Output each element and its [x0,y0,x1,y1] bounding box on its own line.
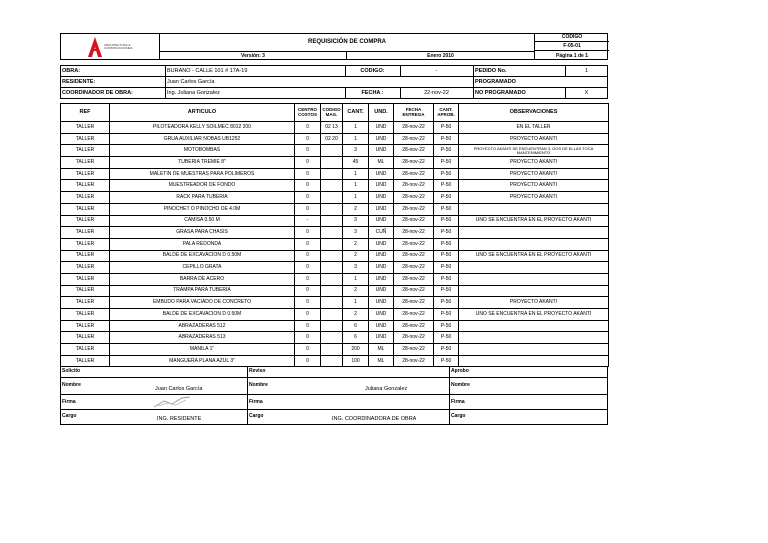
solicito-firma-label: Firma [62,399,76,405]
cell-und: UND [369,122,394,134]
cell-observaciones [459,238,609,250]
cell-centro-costos: 0 [295,157,321,169]
cell-ref: TALLER [61,297,110,309]
cell-ref: TALLER [61,145,110,157]
cell-articulo: MANGUERA PLANA AZUL 3" [110,355,295,367]
table-row [61,262,609,274]
aprobo-nombre-label: Nombre [451,382,470,388]
cell-observaciones [459,273,609,285]
cell-cant-aprob: P-50 [434,238,459,250]
cell-cant: 3 [343,227,369,239]
cell-und: ML [369,157,394,169]
cell-codigo-mag [321,203,343,215]
cell-centro-costos: 0 [295,168,321,180]
cell-fecha-entrega: 28-nov-22 [394,309,434,321]
cell-ref: TALLER [61,238,110,250]
cell-articulo: EMBUDO PARA VACIADO DE CONCRETO [110,297,295,309]
cell-fecha-entrega: 28-nov-22 [394,273,434,285]
cell-und: UND [369,309,394,321]
cell-observaciones [459,320,609,332]
table-row [61,344,609,356]
solicito-cargo-value: ING. RESIDENTE [157,416,202,422]
pedido-value: 1 [584,67,589,74]
cell-cant-aprob: P-50 [434,344,459,356]
reviso-cargo-value: ING. COORDINADORA DE OBRA [332,416,417,422]
cell-codigo-mag [321,309,343,321]
col-cant-aprob: CANT. APROB. [434,104,459,122]
cell-cant-aprob: P-50 [434,133,459,145]
aprobo-label: Aprobo [451,368,469,374]
cell-und: UND [369,250,394,262]
cell-ref: TALLER [61,122,110,134]
cell-cant-aprob: P-50 [434,320,459,332]
cell-observaciones [459,332,609,344]
cell-observaciones [459,285,609,297]
cell-centro-costos: 0 [295,122,321,134]
col-articulo: ARTICULO [110,104,295,122]
cell-observaciones: PROYECTO AKANTI [459,168,609,180]
coordinador-value: Ing. Juliana Gonzalez [167,90,220,96]
solicito-nombre-value: Juan Carlos García [155,386,203,392]
items-table [60,103,609,367]
cell-ref: TALLER [61,215,110,227]
cell-ref: TALLER [61,227,110,239]
cell-articulo: TRAMPA PARA TUBERIA [110,285,295,297]
form-title: REQUISICIÓN DE COMPRA [307,39,386,45]
fecha-label: FECHA : [361,90,384,96]
cell-observaciones: UNO SE ENCUENTRA EN EL PROYECTO AKANTI [459,309,609,321]
cell-cant: 200 [343,344,369,356]
cell-und: CUÑ [369,227,394,239]
cell-centro-costos: 0 [295,227,321,239]
cell-codigo-mag: 02 13 [321,122,343,134]
cell-codigo-mag [321,273,343,285]
logo-text: ARQUITECTURA & CONSTRUCCIONES [104,43,133,51]
fecha-value: 22-nov-22 [424,90,449,96]
cell-centro-costos: 0 [295,344,321,356]
table-row [61,145,609,157]
cell-articulo: PALA REDONDA [110,238,295,250]
cell-observaciones: UNO SE ENCUENTRA EN EL PROYECTO AKANTI [459,250,609,262]
cell-cant: 1 [343,297,369,309]
cell-codigo-mag [321,227,343,239]
cell-codigo-mag [321,145,343,157]
cell-fecha-entrega: 28-nov-22 [394,168,434,180]
table-row [61,320,609,332]
cell-observaciones [459,262,609,274]
cell-codigo-mag [321,344,343,356]
cell-codigo-mag [321,297,343,309]
cell-cant-aprob: P-50 [434,285,459,297]
cell-centro-costos: 0 [295,297,321,309]
cell-codigo-mag [321,250,343,262]
cell-cant: 1 [343,168,369,180]
code-label: CODIGO [535,33,609,42]
cell-articulo: TUBERIA TREMIE 8" [110,157,295,169]
table-row [61,332,609,344]
obra-value: BURANO - CALLE 101 # 17A-19 [167,67,248,74]
cell-cant: 1 [343,192,369,204]
cell-centro-costos: 0 [295,180,321,192]
table-row [61,250,609,262]
table-row [61,180,609,192]
cell-codigo-mag [321,157,343,169]
cell-cant-aprob: P-50 [434,192,459,204]
codigo-label: CODIGO: [360,67,385,74]
obra-label: OBRA: [62,67,81,74]
cell-fecha-entrega: 28-nov-22 [394,250,434,262]
items-body [61,122,609,367]
col-und: UND. [369,104,394,122]
cell-observaciones: PROYECTO AKANTI [459,133,609,145]
col-cant: CANT. [343,104,369,122]
cell-observaciones: PROYECTO AKANTI [459,180,609,192]
cell-cant-aprob: P-50 [434,203,459,215]
cell-fecha-entrega: 28-nov-22 [394,344,434,356]
cell-articulo: BALDE DE EXCAVACION D 0.50M [110,309,295,321]
reviso-cargo-label: Cargo [249,413,264,419]
cell-cant: 6 [343,332,369,344]
table-row [61,227,609,239]
cell-und: UND [369,273,394,285]
cell-cant-aprob: P-50 [434,309,459,321]
aprobo-cargo-label: Cargo [451,413,466,419]
cell-cant: 2 [343,203,369,215]
cell-centro-costos: 0 [295,192,321,204]
reviso-firma-label: Firma [249,399,263,405]
cell-ref: TALLER [61,309,110,321]
cell-centro-costos: 0 [295,332,321,344]
cell-observaciones: PROYECTO AKANTI [459,297,609,309]
col-fecha-entrega: FECHA ENTREGA [394,104,434,122]
cell-centro-costos: 0 [295,320,321,332]
cell-cant: 3 [343,262,369,274]
cell-centro-costos: 0 [295,145,321,157]
cell-articulo: CEPILLO GRATA [110,262,295,274]
cell-articulo: GRUA AUXILIAR NOBAS UB1252 [110,133,295,145]
cell-cant-aprob: P-50 [434,355,459,367]
cell-fecha-entrega: 28-nov-22 [394,192,434,204]
reviso-nombre-label: Nombre [249,382,268,388]
cell-articulo: BALDE DE EXCAVACION D 0.50M [110,250,295,262]
col-codigo-mag: CODIGO MAG. [321,104,343,122]
cell-cant-aprob: P-50 [434,227,459,239]
cell-cant: 1 [343,122,369,134]
cell-cant: 1 [343,180,369,192]
cell-codigo-mag [321,262,343,274]
cell-ref: TALLER [61,203,110,215]
cell-articulo: MALETIN DE MUESTRAS PARA POLIMEROS [110,168,295,180]
coordinador-label: COORDINADOR DE OBRA: [62,90,133,96]
cell-cant-aprob: P-50 [434,262,459,274]
cell-cant: 100 [343,355,369,367]
table-row [61,215,609,227]
cell-articulo: ABRAZADERAS 512 [110,320,295,332]
cell-observaciones [459,344,609,356]
cell-centro-costos: - [295,215,321,227]
cell-fecha-entrega: 28-nov-22 [394,180,434,192]
code-value: F-05-01 [535,42,609,51]
cell-fecha-entrega: 28-nov-22 [394,262,434,274]
no-programado-value: X [584,90,589,96]
cell-cant-aprob: P-50 [434,273,459,285]
cell-fecha-entrega: 28-nov-22 [394,238,434,250]
cell-observaciones [459,203,609,215]
form-date-issued: Enero 2010 [427,52,454,59]
solicito-label: Solicito [62,368,81,374]
table-row [61,122,609,134]
cell-und: ML [369,355,394,367]
cell-articulo: MANILA 1" [110,344,295,356]
cell-und: UND [369,133,394,145]
cell-fecha-entrega: 28-nov-22 [394,285,434,297]
cell-articulo: RACK PARA TUBERIA [110,192,295,204]
cell-fecha-entrega: 28-nov-22 [394,355,434,367]
cell-fecha-entrega: 28-nov-22 [394,215,434,227]
col-observaciones: OBSERVACIONES [459,104,609,122]
cell-cant-aprob: P-50 [434,180,459,192]
cell-ref: TALLER [61,168,110,180]
cell-cant: 3 [343,145,369,157]
cell-cant: 1 [343,273,369,285]
cell-fecha-entrega: 28-nov-22 [394,320,434,332]
residente-label: RESIDENTE: [62,78,96,85]
cell-codigo-mag [321,332,343,344]
cell-ref: TALLER [61,157,110,169]
cell-codigo-mag [321,192,343,204]
cell-centro-costos: 0 [295,273,321,285]
table-row [61,273,609,285]
cell-articulo: PILOTEADORA KELLY SOILMEC 8012 200 [110,122,295,134]
cell-centro-costos: 0 [295,262,321,274]
cell-cant-aprob: P-50 [434,168,459,180]
cell-centro-costos: 0 [295,285,321,297]
cell-codigo-mag [321,285,343,297]
cell-cant-aprob: P-50 [434,122,459,134]
cell-codigo-mag: 02 20 [321,133,343,145]
form-version: Versión: 3 [160,51,347,60]
cell-articulo: ABRAZADERAS 513 [110,332,295,344]
cell-codigo-mag [321,320,343,332]
cell-articulo: GRASA PARA CHASIS [110,227,295,239]
cell-codigo-mag [321,238,343,250]
cell-ref: TALLER [61,133,110,145]
cell-observaciones [459,227,609,239]
col-ref: REF [61,104,110,122]
solicito-nombre-label: Nombre [62,382,81,388]
cell-cant: 2 [343,250,369,262]
table-row [61,168,609,180]
cell-codigo-mag [321,180,343,192]
cell-centro-costos: 0 [295,355,321,367]
cell-cant: 2 [343,309,369,321]
cell-cant: 2 [343,238,369,250]
cell-centro-costos: 0 [295,133,321,145]
table-row [61,157,609,169]
programado-label: PROGRAMADO [475,78,516,85]
cell-ref: TALLER [61,285,110,297]
reviso-label: Reviso [249,368,266,374]
cell-und: UND [369,192,394,204]
cell-centro-costos: 0 [295,203,321,215]
cell-cant-aprob: P-50 [434,250,459,262]
cell-cant-aprob: P-50 [434,215,459,227]
table-row [61,133,609,145]
cell-ref: TALLER [61,355,110,367]
signature-block [60,366,608,424]
cell-cant: 2 [343,285,369,297]
cell-ref: TALLER [61,273,110,285]
table-row [61,309,609,321]
cell-fecha-entrega: 28-nov-22 [394,122,434,134]
cell-observaciones: PROYECTO AKANTI SE ENCUENTRAN 3, DOS DE ELLAS TOCA MANTENIMIENTO [459,145,609,157]
table-row [61,297,609,309]
cell-articulo: PINOCHET O PINOCHO DE 4.0M [110,203,295,215]
cell-observaciones: UNO SE ENCUENTRA EN EL PROYECTO AKANTI [459,215,609,227]
table-row [61,285,609,297]
cell-codigo-mag [321,168,343,180]
cell-articulo: CAMISA 0.50 M [110,215,295,227]
page-number: Página 1 de 1 [556,52,588,59]
table-row [61,203,609,215]
cell-ref: TALLER [61,332,110,344]
cell-cant-aprob: P-50 [434,297,459,309]
cell-und: UND [369,215,394,227]
cell-cant: 3 [343,215,369,227]
cell-articulo: BARRA DE ACERO [110,273,295,285]
cell-und: UND [369,203,394,215]
cell-cant-aprob: P-50 [434,145,459,157]
company-logo-icon [88,37,102,57]
cell-und: UND [369,332,394,344]
code-cell [534,33,608,60]
cell-centro-costos: 0 [295,238,321,250]
pedido-label: PEDIDO No. [475,67,507,74]
residente-value: Juan Carlos García [167,78,215,85]
cell-und: UND [369,168,394,180]
reviso-nombre-value: Juliana Gonzalez [365,386,408,392]
cell-fecha-entrega: 28-nov-22 [394,227,434,239]
cell-fecha-entrega: 28-nov-22 [394,133,434,145]
cell-articulo: MOTOBOMBAS [110,145,295,157]
cell-und: ML [369,344,394,356]
table-header-row [61,104,609,122]
cell-ref: TALLER [61,320,110,332]
cell-fecha-entrega: 28-nov-22 [394,145,434,157]
cell-und: UND [369,285,394,297]
aprobo-firma-label: Firma [451,399,465,405]
cell-ref: TALLER [61,192,110,204]
logo-cell [60,33,160,60]
cell-und: UND [369,145,394,157]
cell-und: UND [369,180,394,192]
cell-und: UND [369,238,394,250]
cell-und: UND [369,320,394,332]
cell-centro-costos: 0 [295,309,321,321]
table-row [61,192,609,204]
solicito-cargo-label: Cargo [62,413,77,419]
cell-codigo-mag [321,215,343,227]
no-programado-label: NO PROGRAMADO [475,90,526,96]
cell-fecha-entrega: 28-nov-22 [394,203,434,215]
cell-cant: 45 [343,157,369,169]
cell-ref: TALLER [61,250,110,262]
cell-und: UND [369,297,394,309]
cell-articulo: MUESTREADOR DE FONDO [110,180,295,192]
cell-fecha-entrega: 28-nov-22 [394,332,434,344]
cell-cant: 1 [343,133,369,145]
cell-cant-aprob: P-50 [434,332,459,344]
cell-cant-aprob: P-50 [434,157,459,169]
cell-ref: TALLER [61,262,110,274]
cell-ref: TALLER [61,344,110,356]
signature-scribble-icon [152,395,192,409]
cell-fecha-entrega: 28-nov-22 [394,297,434,309]
col-centro-costos: CENTRO COSTOS [295,104,321,122]
cell-fecha-entrega: 28-nov-22 [394,157,434,169]
cell-ref: TALLER [61,180,110,192]
cell-centro-costos: 0 [295,250,321,262]
cell-observaciones: PROYECTO AKANTI [459,192,609,204]
cell-und: UND [369,262,394,274]
cell-observaciones: EN EL TALLER [459,122,609,134]
codigo-value: - [435,67,438,74]
cell-cant: 6 [343,320,369,332]
cell-observaciones: PROYECTO AKANTI [459,157,609,169]
table-row [61,238,609,250]
